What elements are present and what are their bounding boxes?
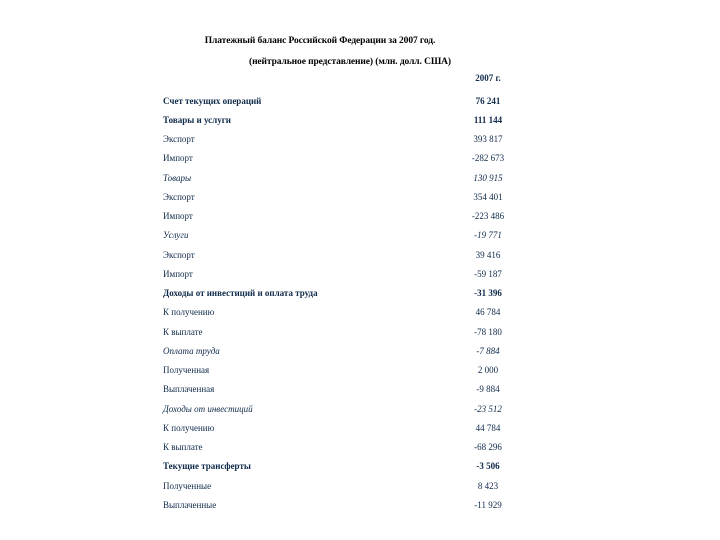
table-row bbox=[158, 187, 518, 206]
row-value: 2 000 bbox=[477, 365, 499, 375]
table-row bbox=[158, 438, 518, 457]
row-label: Доходы от инвестиций и оплата труда bbox=[163, 288, 318, 298]
table-row bbox=[158, 226, 518, 245]
row-label: Доходы от инвестиций bbox=[163, 403, 253, 414]
table-row bbox=[158, 303, 518, 322]
table-row bbox=[158, 110, 518, 129]
row-value: 39 416 bbox=[475, 249, 501, 260]
row-label: К получению bbox=[163, 422, 215, 433]
row-value: 111 144 bbox=[473, 114, 503, 125]
row-label: Выплаченная bbox=[163, 384, 215, 395]
row-label: Товары и услуги bbox=[163, 114, 231, 125]
row-value: 46 784 bbox=[475, 307, 501, 318]
row-value: 44 784 bbox=[475, 422, 501, 433]
row-value: -223 486 bbox=[471, 211, 505, 221]
table-row bbox=[158, 322, 518, 341]
row-value: 130 915 bbox=[473, 172, 503, 183]
row-label: Экспорт bbox=[163, 249, 195, 260]
row-label: К выплате bbox=[163, 442, 203, 452]
row-value: -68 296 bbox=[474, 442, 502, 452]
row-value: -9 884 bbox=[476, 384, 500, 395]
row-label: Импорт bbox=[163, 268, 193, 279]
row-label: Оплата труда bbox=[163, 345, 220, 356]
row-value: -3 506 bbox=[476, 461, 500, 472]
table-row bbox=[158, 149, 518, 168]
row-value: -7 884 bbox=[476, 345, 500, 356]
row-value: 393 817 bbox=[473, 134, 503, 144]
row-label: Текущие трансферты bbox=[163, 461, 251, 472]
row-value: -11 929 bbox=[474, 499, 502, 510]
row-value: 8 423 bbox=[477, 480, 499, 491]
table-row bbox=[158, 284, 518, 303]
row-label: К получению bbox=[163, 307, 215, 318]
table-row bbox=[158, 207, 518, 226]
table-row bbox=[158, 130, 518, 149]
row-value: 354 401 bbox=[473, 191, 503, 202]
table-row bbox=[158, 264, 518, 283]
table-row bbox=[158, 457, 518, 476]
table-row bbox=[158, 168, 518, 187]
row-value: -78 180 bbox=[474, 326, 502, 337]
table-row bbox=[158, 361, 518, 380]
table-row bbox=[158, 399, 518, 418]
document-title: Платежный баланс Российской Федерации за 2007 год. bbox=[204, 36, 436, 46]
row-label: Полученные bbox=[163, 480, 212, 491]
row-label: Выплаченные bbox=[163, 499, 217, 510]
row-value: -282 673 bbox=[471, 153, 505, 164]
column-header-year: 2007 г. bbox=[475, 72, 501, 83]
row-label: Импорт bbox=[163, 211, 193, 221]
table-row bbox=[158, 380, 518, 399]
table-row bbox=[158, 495, 518, 514]
row-label: Импорт bbox=[163, 153, 193, 164]
row-label: Счет текущих операций bbox=[163, 95, 262, 106]
row-label: Экспорт bbox=[163, 191, 195, 202]
table-header-row bbox=[158, 68, 518, 87]
table-row bbox=[158, 245, 518, 264]
row-value: -31 396 bbox=[474, 288, 502, 298]
document-subtitle: (нейтральное представление) (млн. долл. США) bbox=[249, 57, 451, 67]
row-value: -19 771 bbox=[474, 230, 502, 241]
row-label: К выплате bbox=[163, 326, 203, 337]
row-value: 76 241 bbox=[475, 95, 501, 106]
row-label: Полученная bbox=[163, 365, 210, 375]
row-value: -59 187 bbox=[474, 268, 502, 279]
row-value: -23 512 bbox=[474, 403, 502, 414]
row-label: Услуги bbox=[163, 230, 189, 241]
table-row bbox=[158, 418, 518, 437]
row-label: Экспорт bbox=[163, 134, 195, 144]
row-label: Товары bbox=[163, 172, 192, 183]
table-row bbox=[158, 476, 518, 495]
table-row bbox=[158, 91, 518, 110]
table-row bbox=[158, 341, 518, 360]
